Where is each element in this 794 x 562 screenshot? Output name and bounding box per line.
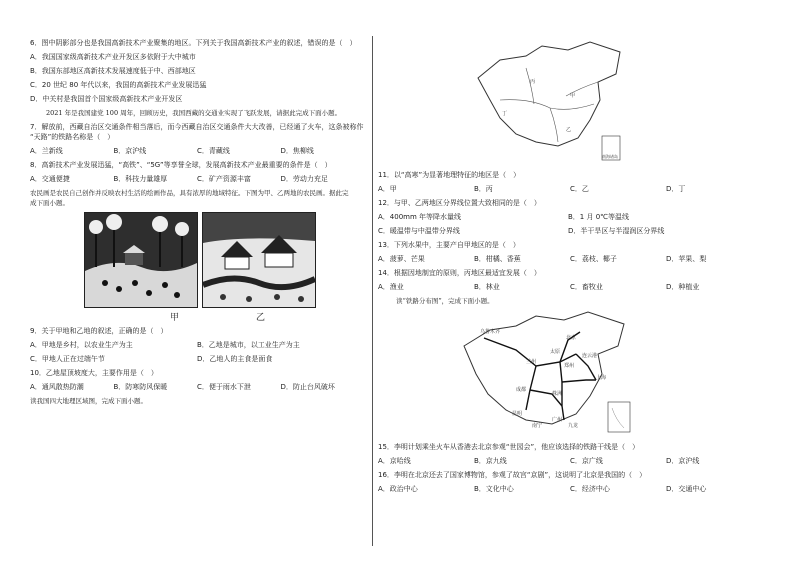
question-16-option-d[interactable]: D．交通中心 — [666, 485, 707, 493]
question-14-option-c[interactable]: C．畜牧业 — [570, 283, 603, 291]
question-7-option-a[interactable]: A．兰新线 — [30, 147, 63, 155]
question-14-option-d[interactable]: D．种植业 — [666, 283, 700, 291]
question-14-option-a[interactable]: A．渔业 — [378, 283, 404, 291]
column-divider — [372, 36, 373, 546]
question-10-option-a[interactable]: A．通风散热防潮 — [30, 383, 84, 391]
map1-label-bing: 丙 — [530, 79, 536, 85]
question-10-option-c[interactable]: C．便于雨水下泄 — [197, 383, 251, 391]
railway-label-beijing: 北京 — [566, 335, 577, 341]
question-13-stem: 13．下列水果中，主要产自甲地区的是（ ） — [378, 241, 520, 249]
railway-label-guangzhou: 广州 — [552, 417, 563, 423]
question-10-option-d[interactable]: D．防止台风破坏 — [280, 383, 335, 391]
peasant-paintings — [30, 212, 364, 322]
question-13-option-a[interactable]: A．菠萝、芒果 — [378, 255, 425, 263]
railway-label-lanzhou: 兰州 — [526, 359, 537, 365]
question-11-stem: 11．以“高寒”为显著地理特征的地区是（ ） — [378, 171, 521, 179]
question-8-option-b[interactable]: B．科技力量雄厚 — [113, 175, 168, 183]
painting-jia — [84, 212, 198, 308]
question-8-option-c[interactable]: C．矿产资源丰富 — [197, 175, 251, 183]
question-13-option-c[interactable]: C．荔枝、椰子 — [570, 255, 617, 263]
railway-label-zhengzhou: 郑州 — [564, 363, 575, 369]
question-12-stem: 12．与甲、乙两地区分界线位置大致相同的是（ ） — [378, 199, 541, 207]
question-9-option-d[interactable]: D．乙地人的主食是面食 — [197, 355, 273, 363]
map1-label-yi: 乙 — [566, 127, 572, 133]
question-7-option-d[interactable]: D．焦柳线 — [280, 147, 314, 155]
railway-label-lianyungang: 连云港 — [582, 353, 598, 359]
question-15-option-b[interactable]: B．京九线 — [474, 457, 507, 465]
question-16-stem: 16．李明在北京还去了国家博物馆，参观了故宫“京剧”，这说明了北京是我国的（ ） — [378, 471, 647, 479]
railway-label-kunming: 昆明 — [512, 411, 523, 417]
question-16-option-a[interactable]: A．政治中心 — [378, 485, 418, 493]
question-16-option-c[interactable]: C．经济中心 — [570, 485, 610, 493]
railway-label-nanning: 南宁 — [532, 423, 543, 429]
railway-label-urumqi: 乌鲁木齐 — [480, 329, 501, 335]
question-10-stem: 10．乙地屋顶坡度大，主要作用是（ ） — [30, 369, 158, 377]
question-10-option-b[interactable]: B．防寒防风保暖 — [113, 383, 168, 391]
question-14-stem: 14．根据因地制宜的原则，丙地区最适宜发展（ ） — [378, 269, 541, 277]
question-7-stem-cont: “天路”的铁路名称是（ ） — [30, 133, 115, 141]
question-12-option-c[interactable]: C．暖温带与中温带分界线 — [378, 227, 460, 235]
question-7-option-c[interactable]: C．青藏线 — [197, 147, 230, 155]
passage-peasant-painting: 农民画是农民自己创作并反映农村生活的绘画作品，具有浓厚的地域特征。下图为甲、乙两地的农民画。据此完成下面小题。 — [30, 189, 349, 207]
question-6-option-d[interactable]: D．中关村是我国首个国家级高新技术产业开发区 — [30, 95, 183, 103]
map1-label-south-china-sea: 南海诸岛 — [602, 154, 618, 159]
map1-label-jia: 甲 — [570, 93, 576, 99]
railway-distribution-map — [456, 310, 636, 438]
question-9-option-c[interactable]: C．甲地人正在过端午节 — [30, 355, 105, 363]
question-6-option-a[interactable]: A．我国国家级高新技术产业开发区多依附于大中城市 — [30, 53, 196, 61]
railway-label-zhuzhou: 株洲 — [552, 391, 563, 397]
left-column — [30, 38, 364, 406]
passage-railway-map: 读“铁路分布图”，完成下面小题。 — [396, 297, 494, 305]
question-13-option-b[interactable]: B．柑橘、香蕉 — [474, 255, 521, 263]
question-9-option-a[interactable]: A．甲地是乡村，以农业生产为主 — [30, 341, 133, 349]
question-12-option-a[interactable]: A．400mm 年等降水量线 — [378, 213, 462, 221]
question-11-option-a[interactable]: A．甲 — [378, 185, 397, 193]
question-15-option-d[interactable]: D．京沪线 — [666, 457, 700, 465]
question-8-option-d[interactable]: D．劳动力充足 — [280, 175, 328, 183]
question-15-stem: 15．李明计划乘坐火车从香港去北京参观“世园会”，他应该选择的铁路干线是（ ） — [378, 443, 640, 451]
painting-label-yi: 乙 — [256, 313, 266, 323]
question-8-option-a[interactable]: A．交通便捷 — [30, 175, 70, 183]
right-column — [378, 38, 762, 494]
painting-yi — [202, 212, 316, 308]
railway-label-kowloon: 九龙 — [568, 423, 579, 429]
question-14-option-b[interactable]: B．林业 — [474, 283, 500, 291]
question-8-stem: 8．高新技术产业发展迅猛，“高铁”、“5G”等享誉全球，发展高新技术产业最重要的条件是（ ） — [30, 161, 332, 169]
map1-label-ding: 丁 — [502, 111, 508, 117]
railway-label-taiyuan: 太原 — [550, 349, 561, 355]
question-9-stem: 9．关于甲地和乙地的叙述，正确的是（ ） — [30, 327, 168, 335]
question-6-option-c[interactable]: C．20 世纪 80 年代以来，我国的高新技术产业发展迅猛 — [30, 81, 207, 89]
question-11-option-b[interactable]: B．丙 — [474, 185, 493, 193]
four-regions-map — [470, 38, 630, 166]
question-11-option-c[interactable]: C．乙 — [570, 185, 589, 193]
question-12-option-b[interactable]: B．1 月 0℃等温线 — [568, 213, 630, 221]
question-9-option-b[interactable]: B．乙地是城市，以工业生产为主 — [197, 341, 300, 349]
painting-label-jia: 甲 — [170, 313, 180, 323]
question-6-option-b[interactable]: B．我国东部地区高新技术发展速度低于中、西部地区 — [30, 67, 196, 75]
question-7-stem: 7．解放前，西藏自治区交通条件相当落后，而今西藏自治区交通条件大大改善，已经通了火车，这条被称作 — [30, 123, 364, 131]
question-7-option-b[interactable]: B．京沪线 — [113, 147, 147, 155]
railway-label-shanghai: 上海 — [596, 375, 607, 381]
question-12-option-d[interactable]: D．半干旱区与半湿润区分界线 — [568, 227, 665, 235]
question-16-option-b[interactable]: B．文化中心 — [474, 485, 514, 493]
question-11-option-d[interactable]: D．丁 — [666, 185, 686, 193]
question-15-option-a[interactable]: A．京哈线 — [378, 457, 411, 465]
railway-label-chengdu: 成都 — [516, 387, 527, 393]
question-15-option-c[interactable]: C．京广线 — [570, 457, 603, 465]
passage-tibet: 2021 年是我国建党 100 周年，回顾历史，我国西藏的交通业实现了飞跃发展，请据此完成下面小题。 — [46, 109, 342, 117]
question-6-stem: 6．图中阴影部分也是我国高新技术产业聚集的地区。下列关于我国高新技术产业的叙述，错误的是（ ） — [30, 39, 357, 47]
question-13-option-d[interactable]: D．苹果、梨 — [666, 255, 707, 263]
passage-four-regions: 读我国四大地理区域图，完成下面小题。 — [30, 397, 147, 405]
